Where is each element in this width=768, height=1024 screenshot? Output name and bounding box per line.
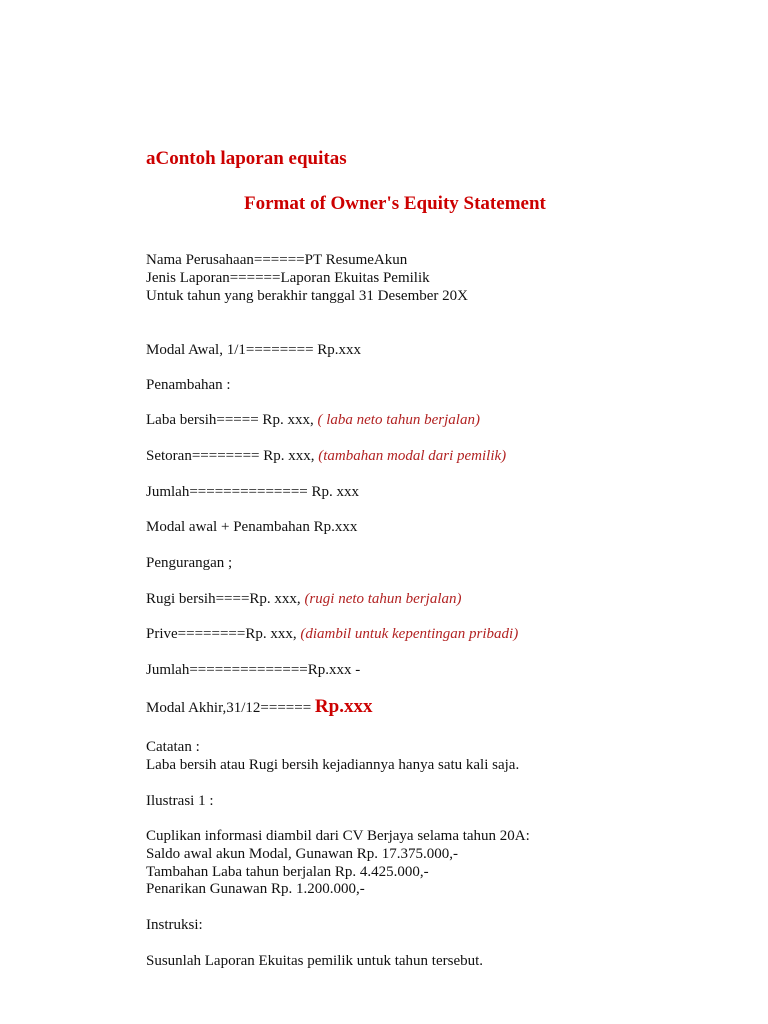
drawings-line	[146, 625, 518, 643]
note-text: Laba bersih atau Rugi bersih kejadiannya hanya satu kali saja.	[146, 757, 520, 773]
net-loss-line	[146, 590, 462, 608]
page-subtitle: Format of Owner's Equity Statement	[244, 193, 546, 214]
illustration-line-1: Cuplikan informasi diambil dari CV Berjaya selama tahun 20A:	[146, 828, 530, 844]
report-type-line: Jenis Laporan======Laporan Ekuitas Pemilik	[146, 270, 430, 286]
net-income-note: ( laba neto tahun berjalan)	[317, 412, 480, 428]
net-income-text: Laba bersih===== Rp. xxx,	[146, 412, 314, 428]
deposit-text: Setoran======== Rp. xxx,	[146, 448, 315, 464]
illustration-line-3: Tambahan Laba tahun berjalan Rp. 4.425.000,-	[146, 864, 429, 880]
additions-label: Penambahan :	[146, 377, 231, 393]
total-deductions-line: Jumlah==============Rp.xxx -	[146, 662, 361, 678]
closing-capital-line	[146, 698, 372, 717]
total-additions-line: Jumlah============== Rp. xxx	[146, 484, 360, 500]
drawings-note: (diambil untuk kepentingan pribadi)	[300, 626, 519, 642]
net-loss-note: (rugi neto tahun berjalan)	[304, 591, 462, 607]
illustration-line-2: Saldo awal akun Modal, Gunawan Rp. 17.375.000,-	[146, 846, 459, 862]
instruction-label: Instruksi:	[146, 917, 203, 933]
drawings-text: Prive========Rp. xxx,	[146, 626, 297, 642]
instruction-text: Susunlah Laporan Ekuitas pemilik untuk tahun tersebut.	[146, 953, 484, 969]
company-name-line: Nama Perusahaan======PT ResumeAkun	[146, 252, 408, 268]
deposit-note: (tambahan modal dari pemilik)	[318, 448, 507, 464]
capital-plus-additions-line: Modal awal + Penambahan Rp.xxx	[146, 519, 358, 535]
deposit-line	[146, 447, 506, 465]
opening-capital-line: Modal Awal, 1/1======== Rp.xxx	[146, 342, 362, 358]
period-line: Untuk tahun yang berakhir tanggal 31 Desember 20X	[146, 288, 468, 304]
page-title: aContoh laporan equitas	[146, 148, 347, 169]
closing-capital-text: Modal Akhir,31/12======	[146, 700, 312, 716]
net-income-line	[146, 411, 480, 429]
illustration-label: Ilustrasi 1 :	[146, 793, 214, 809]
note-label: Catatan :	[146, 739, 200, 755]
net-loss-text: Rugi bersih====Rp. xxx,	[146, 591, 301, 607]
closing-capital-value: Rp.xxx	[314, 696, 373, 717]
illustration-line-4: Penarikan Gunawan Rp. 1.200.000,-	[146, 881, 365, 897]
deductions-label: Pengurangan ;	[146, 555, 233, 571]
